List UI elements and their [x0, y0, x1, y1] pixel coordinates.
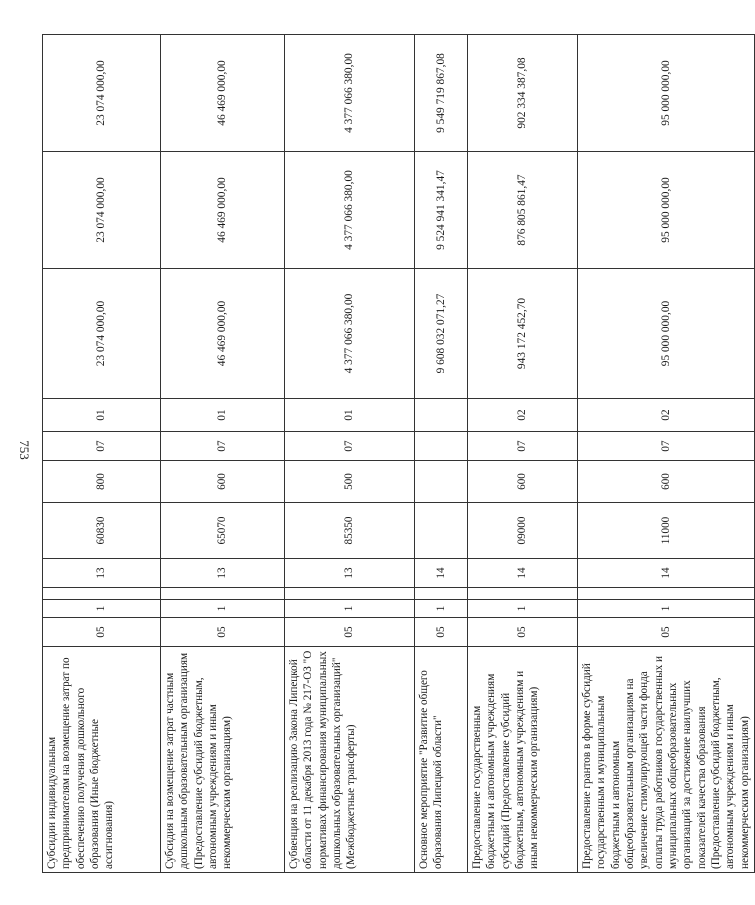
code-cell: 1 — [415, 600, 468, 618]
amount-cell: 876 805 861,47 — [468, 152, 578, 269]
code-cell: 85350 — [285, 503, 415, 559]
code-cell: 14 — [468, 559, 578, 588]
code-cell: 60830 — [43, 503, 161, 559]
amount-cell: 9 608 032 071,27 — [415, 269, 468, 399]
code-cell: 02 — [578, 399, 755, 432]
code-cell: 07 — [578, 432, 755, 461]
code-cell: 07 — [468, 432, 578, 461]
code-cell: 11000 — [578, 503, 755, 559]
amount-cell: 46 469 000,00 — [161, 269, 285, 399]
code-cell: 1 — [43, 600, 161, 618]
code-cell: 13 — [43, 559, 161, 588]
code-cell: 13 — [161, 559, 285, 588]
code-cell: 01 — [285, 399, 415, 432]
code-cell — [415, 432, 468, 461]
row-description: Субсидия на возмещение затрат частным дошкольным образовательным организациям (Предоставление субсидий бюджетным, автономным учреждениям и иным некоммерческим организациям) — [161, 647, 285, 873]
code-cell: 05 — [415, 618, 468, 647]
amount-cell: 46 469 000,00 — [161, 35, 285, 152]
code-cell: 05 — [43, 618, 161, 647]
code-cell — [415, 503, 468, 559]
code-cell: 600 — [468, 461, 578, 503]
code-cell: 05 — [578, 618, 755, 647]
amount-cell: 23 074 000,00 — [43, 152, 161, 269]
code-cell: 05 — [285, 618, 415, 647]
amount-cell: 95 000 000,00 — [578, 152, 755, 269]
amount-cell: 4 377 066 380,00 — [285, 269, 415, 399]
code-cell — [468, 588, 578, 600]
code-cell — [161, 588, 285, 600]
table-row — [468, 35, 578, 873]
code-cell: 07 — [161, 432, 285, 461]
code-cell: 14 — [415, 559, 468, 588]
amount-cell: 943 172 452,70 — [468, 269, 578, 399]
page-number: 753 — [17, 440, 32, 460]
code-cell: 800 — [43, 461, 161, 503]
row-description: Предоставление грантов в форме субсидий государственным и муниципальным бюджетным и автономным общеобразовательным организациям на увеличение стимулирующей части фонда оплаты труда работников государственных и муниципальных общеобразовательных организаций за достижение наилучших показателей качества образования (Предоставление субсидий бюджетным, автономным учреждениям и иным некоммерческим организациям) — [578, 647, 755, 873]
amount-cell: 23 074 000,00 — [43, 35, 161, 152]
code-cell: 1 — [468, 600, 578, 618]
code-cell: 07 — [43, 432, 161, 461]
code-cell — [578, 588, 755, 600]
row-description: Субсидии индивидуальным предпринимателям на возмещение затрат по обеспечению получения дошкольного образования (Иные бюджетные ассигнования) — [43, 647, 161, 873]
code-cell — [415, 461, 468, 503]
code-cell: 600 — [161, 461, 285, 503]
table-row — [415, 35, 468, 873]
code-cell: 05 — [161, 618, 285, 647]
amount-cell: 9 524 941 341,47 — [415, 152, 468, 269]
table-row — [161, 35, 285, 873]
table-row — [43, 35, 161, 873]
code-cell — [415, 399, 468, 432]
amount-cell: 4 377 066 380,00 — [285, 152, 415, 269]
amount-cell: 95 000 000,00 — [578, 35, 755, 152]
code-cell: 65070 — [161, 503, 285, 559]
code-cell: 1 — [285, 600, 415, 618]
amount-cell: 95 000 000,00 — [578, 269, 755, 399]
code-cell: 1 — [161, 600, 285, 618]
code-cell: 14 — [578, 559, 755, 588]
budget-table — [42, 34, 755, 873]
code-cell — [43, 588, 161, 600]
code-cell: 01 — [161, 399, 285, 432]
code-cell: 02 — [468, 399, 578, 432]
amount-cell: 46 469 000,00 — [161, 152, 285, 269]
row-description: Предоставление государственным бюджетным и автономным учреждениям субсидий (Предоставление субсидий бюджетным, автономным учреждениям и иным некоммерческим организациям) — [468, 647, 578, 873]
code-cell — [415, 588, 468, 600]
code-cell: 1 — [578, 600, 755, 618]
table-row — [285, 35, 415, 873]
code-cell: 07 — [285, 432, 415, 461]
code-cell: 13 — [285, 559, 415, 588]
amount-cell: 9 549 719 867,08 — [415, 35, 468, 152]
code-cell: 01 — [43, 399, 161, 432]
code-cell: 05 — [468, 618, 578, 647]
code-cell: 600 — [578, 461, 755, 503]
amount-cell: 902 334 387,08 — [468, 35, 578, 152]
amount-cell: 4 377 066 380,00 — [285, 35, 415, 152]
code-cell: 500 — [285, 461, 415, 503]
row-description: Субвенция на реализацию Закона Липецкой области от 11 декабря 2013 года № 217-ОЗ "О нормативах финансирования муниципальных дошкольных образовательных организаций" (Межбюджетные трансферты) — [285, 647, 415, 873]
code-cell — [285, 588, 415, 600]
amount-cell: 23 074 000,00 — [43, 269, 161, 399]
rotated-table-container — [42, 35, 751, 873]
table-row — [578, 35, 755, 873]
row-description: Основное мероприятие "Развитие общего образования Липецкой области" — [415, 647, 468, 873]
code-cell: 09000 — [468, 503, 578, 559]
